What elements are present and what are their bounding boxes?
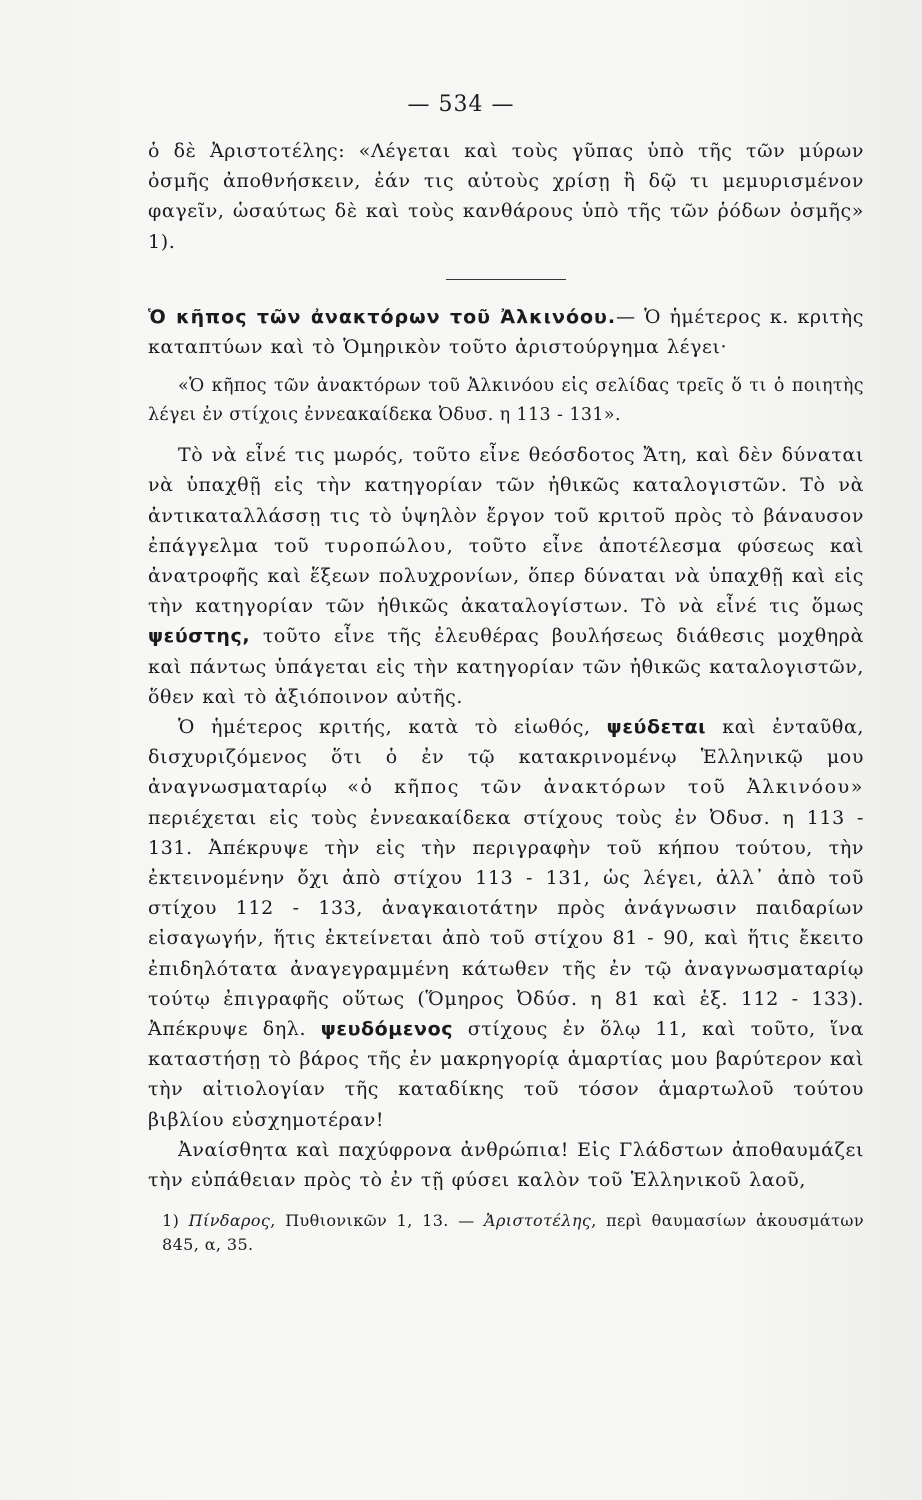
para2-bold-word-1: ψεύδεται: [606, 716, 707, 739]
para1-bold-word: ψεύστης,: [148, 625, 251, 648]
section-intro-paragraph: [148, 302, 864, 362]
critic-quote: «Ὁ κῆπος τῶν ἀνακτόρων τοῦ Ἀλκινόου εἰς σελίδας τρεῖς ὅ τι ὁ ποιητὴς λέγει ἐν στίχοις ἐννεακαίδεκα Ὀδυσ. η 113 - 131».: [148, 376, 864, 426]
paragraph-truth: [148, 440, 864, 712]
footnote-author-aristotle: Ἀριστοτέλης: [484, 1211, 592, 1231]
page-content: [148, 136, 864, 1257]
footnote-ref-2: , περὶ θαυμασίων ἀκουσμάτων 845, α, 35.: [162, 1211, 864, 1255]
paragraph-aristotle-quote: ὁ δὲ Ἀριστοτέλης: «Λέγεται καὶ τοὺς γῦπας ὑπὸ τῆς τῶν μύρων ὀσμῆς ἀποθνήσκειν, ἐάν τις αὐτοὺς χρίσῃ ἢ δῷ τι μεμυρισμένον φαγεῖν, ὡσαύτως δὲ καὶ τοὺς κανθάρους ὑπὸ τῆς τῶν ῥόδων ὀσμῆς» 1).: [148, 140, 864, 253]
para1-spaced-word: τυροπώλου: [324, 534, 447, 557]
para2-spaced-title: «ὁ κῆπος τῶν ἀνακτόρων τοῦ Ἀλκινόου»: [347, 776, 865, 799]
para2-text-c: περιέχεται εἰς τοὺς ἐννεακαίδεκα στίχους τοὺς ἐν Ὀδυσ. η 113 - 131. Ἀπέκρυψε τὴν εἰς τὴν περιγραφὴν τοῦ κήπου τούτου, τὴν ἐκτεινομένην ὄχι ἀπὸ στίχου 113 - 131, ὡς λέγει, ἀλλ᾽ ἀπὸ τοῦ στίχου 112 - 133, ἀναγκαιοτάτην πρὸς ἀνάγνωσιν παιδαρίων εἰσαγωγήν, ἥτις ἐκτείνεται ἀπὸ τοῦ στίχου 81 - 90, καὶ ἥτις ἔκειτο ἐπιδηλότατα ἀναγεγραμμένη κάτωθεν τῆς ἐν τῷ ἀναγνωσματαρίῳ τούτῳ ἐπιγραφῆς οὕτως (Ὅμηρος Ὀδύσ. η 81 καὶ ἑξ. 112 - 133). Ἀπέκρυψε δηλ.: [148, 806, 864, 1041]
para1-text-b: , τοῦτο εἶνε ἀποτέλεσμα φύσεως καὶ ἀνατροφῆς καὶ ἕξεων πολυχρονίων, ὅπερ δύναται νὰ ὑπαχθῇ καὶ εἰς τὴν κατηγορίαν τῶν ἠθικῶς ἀκαταλογίστων. Τὸ νὰ εἶνέ τις ὅμως: [148, 534, 864, 618]
footnotes: [148, 1209, 864, 1257]
section-intro-text: — Ὁ ἡμέτερος κ. κριτὴς καταπτύων καὶ τὸ Ὁμηρικὸν τοῦτο ἀριστούργημα λέγει·: [148, 305, 864, 359]
para2-text-b: καὶ ἐνταῦθα, δισχυριζόμενος ὅτι ὁ ἐν τῷ κατακρινομένῳ Ἑλληνικῷ μου ἀναγνωσματαρίῳ: [148, 716, 865, 799]
footnote-author-pindar: Πίνδαρος: [188, 1211, 271, 1231]
para2-bold-word-2: ψευδόμενος: [320, 1018, 454, 1041]
footnote-ref-1: , Πυθιονικῶν 1, 13. —: [270, 1211, 475, 1231]
para2-text-d: στίχους ἐν ὅλῳ 11, καὶ τοῦτο, ἵνα καταστήσῃ τὸ βάρος τῆς ἐν μακρηγορίᾳ ἁμαρτίας μου βαρύτερον καὶ τὴν αἰτιολογίαν τῆς καταδίκης τοῦ τόσον ἁμαρτωλοῦ τούτου βιβλίου εὐσχημοτέραν!: [148, 1018, 865, 1131]
page-number: — 534 —: [407, 92, 515, 117]
section-divider: [446, 279, 566, 280]
section-heading: Ὁ κῆπος τῶν ἀνακτόρων τοῦ Ἀλκινόου.: [148, 305, 617, 328]
paragraph-gladstone: Ἀναίσθητα καὶ παχύφρονα ἀνθρώπια! Εἰς Γλάδστων ἀποθαυμάζει τὴν εὐπάθειαν πρὸς τὸ ἐν τῇ φύσει καλὸν τοῦ Ἑλληνικοῦ λαοῦ,: [148, 1138, 864, 1192]
paragraph-critic-lies: [148, 712, 864, 1135]
para1-text-a: Τὸ νὰ εἶνέ τις μωρός, τοῦτο εἶνε θεόσδοτος Ἄτη, καὶ δὲν δύναται νὰ ὑπαχθῇ εἰς τὴν κατηγορίαν τῶν ἠθικῶς καταλογιστῶν. Τὸ νὰ ἀντικαταλλάσσῃ τις τὸ ὑψηλὸν ἔργον τοῦ κριτοῦ πρὸς τὸ βάναυσον ἐπάγγελμα τοῦ: [148, 444, 864, 557]
footnote-marker: 1): [162, 1211, 180, 1231]
para1-text-c: τοῦτο εἶνε τῆς ἐλευθέρας βουλήσεως διάθεσις μοχθηρὰ καὶ πάντως ὑπάγεται εἰς τὴν κατηγορίαν τῶν ἠθικῶς καταλογιστῶν, ὅθεν καὶ τὸ ἀξιόποινον αὐτῆς.: [148, 625, 864, 708]
para2-text-a: Ὁ ἡμέτερος κριτής, κατὰ τὸ εἰωθός,: [178, 716, 591, 739]
